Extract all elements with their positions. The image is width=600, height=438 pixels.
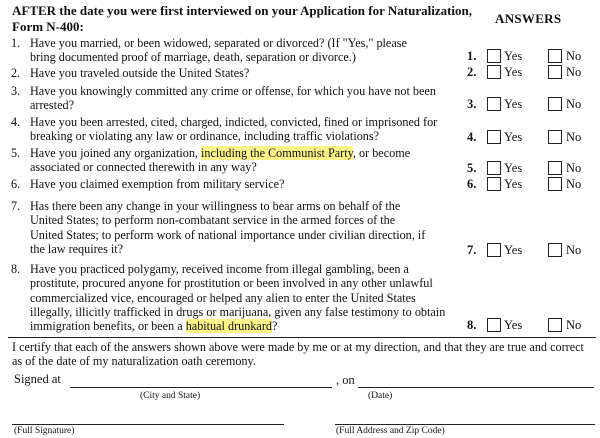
question-number: 2. bbox=[11, 66, 21, 80]
on-label: , on bbox=[336, 373, 355, 387]
no-label: No bbox=[566, 161, 582, 175]
question-number: 4. bbox=[11, 115, 21, 129]
question-number: 1. bbox=[11, 36, 21, 50]
no-checkbox[interactable] bbox=[548, 243, 562, 257]
yes-label: Yes bbox=[504, 161, 523, 175]
answer-row-3 bbox=[440, 96, 600, 112]
date-caption: (Date) bbox=[368, 391, 393, 401]
question-text-line: the law requires it? bbox=[30, 241, 124, 256]
question-text-line: Have you married, or been widowed, separated or divorced? (If "Yes," please bbox=[30, 36, 407, 50]
answer-row-1 bbox=[440, 48, 600, 64]
answer-number: 1. bbox=[467, 49, 477, 63]
yes-checkbox[interactable] bbox=[487, 161, 501, 175]
question-text-line: Have you knowingly committed any crime or offense, for which you have not been bbox=[30, 84, 436, 98]
yes-label: Yes bbox=[504, 177, 523, 191]
signature-input-line[interactable] bbox=[12, 424, 284, 425]
no-checkbox[interactable] bbox=[548, 49, 562, 63]
question-number: 6. bbox=[11, 177, 21, 191]
no-checkbox[interactable] bbox=[548, 161, 562, 175]
question-number: 5. bbox=[11, 146, 21, 160]
question-text-segment: , or become bbox=[352, 146, 411, 160]
yes-label: Yes bbox=[504, 243, 523, 257]
yes-checkbox[interactable] bbox=[487, 130, 501, 144]
answer-row-4 bbox=[440, 129, 600, 145]
highlighted-text: habitual drunkard bbox=[185, 319, 272, 334]
yes-checkbox[interactable] bbox=[487, 49, 501, 63]
question-text-line: bring documented proof of marriage, death, separation or divorce.) bbox=[30, 50, 356, 65]
question-text-line: illegally, illicitly trafficked in drugs or marijuana, given any false testimony to obtain bbox=[30, 304, 446, 319]
question-text-line: arrested? bbox=[30, 98, 74, 113]
question-text-line: prostitute, procured anyone for prostitution or been involved in any other unlawful bbox=[30, 276, 433, 291]
yes-label: Yes bbox=[504, 49, 523, 63]
answer-number: 3. bbox=[467, 97, 477, 111]
yes-checkbox[interactable] bbox=[487, 97, 501, 111]
question-text-line: Have you been arrested, cited, charged, indicted, convicted, fined or imprisoned for bbox=[30, 115, 438, 129]
answer-number: 5. bbox=[467, 161, 477, 175]
date-input-line[interactable] bbox=[358, 387, 594, 388]
signed-at-label: Signed at bbox=[14, 372, 61, 386]
city-state-caption: (City and State) bbox=[140, 391, 201, 401]
title-line-2: Form N-400: bbox=[12, 19, 84, 34]
question-number: 3. bbox=[11, 84, 21, 98]
question-text-line: commercialized vice, encouraged or helped any alien to enter the United States bbox=[30, 290, 416, 305]
answer-row-6 bbox=[440, 176, 600, 192]
no-checkbox[interactable] bbox=[548, 318, 562, 332]
title-line-1: AFTER the date you were first interviewed on your Application for Naturalization, bbox=[12, 3, 473, 18]
answer-row-5 bbox=[440, 160, 600, 176]
answer-number: 4. bbox=[467, 130, 477, 144]
no-label: No bbox=[566, 243, 582, 257]
question-text-line: United States; to perform work of national importance under civilian direction, if bbox=[30, 227, 426, 242]
section-divider bbox=[8, 337, 596, 338]
question-text-line: Have you practiced polygamy, received income from illegal gambling, been a bbox=[30, 262, 409, 276]
full-signature-caption: (Full Signature) bbox=[14, 426, 75, 436]
yes-checkbox[interactable] bbox=[487, 65, 501, 79]
answers-column-header: ANSWERS bbox=[495, 11, 562, 26]
no-checkbox[interactable] bbox=[548, 177, 562, 191]
question-number: 7. bbox=[11, 199, 21, 213]
yes-label: Yes bbox=[504, 97, 523, 111]
no-label: No bbox=[566, 65, 582, 79]
yes-checkbox[interactable] bbox=[487, 177, 501, 191]
certification-text: I certify that each of the answers shown above were made by me or at my direction, and that they are true and correct as of the date of my naturalization oath ceremony. bbox=[12, 340, 584, 368]
answer-row-7 bbox=[440, 242, 600, 258]
yes-label: Yes bbox=[504, 318, 523, 332]
no-checkbox[interactable] bbox=[548, 97, 562, 111]
answer-number: 6. bbox=[467, 177, 477, 191]
answer-row-8 bbox=[440, 317, 600, 333]
no-label: No bbox=[566, 177, 582, 191]
answer-number: 2. bbox=[467, 65, 477, 79]
full-address-caption: (Full Address and Zip Code) bbox=[336, 426, 445, 436]
question-text-segment: Have you joined any organization, bbox=[30, 146, 202, 160]
question-text-segment: ? bbox=[272, 319, 278, 334]
question-text-line: Have you claimed exemption from military service? bbox=[30, 177, 285, 191]
no-label: No bbox=[566, 49, 582, 63]
no-label: No bbox=[566, 318, 582, 332]
answer-row-2 bbox=[440, 64, 600, 80]
yes-label: Yes bbox=[504, 65, 523, 79]
yes-label: Yes bbox=[504, 130, 523, 144]
no-label: No bbox=[566, 97, 582, 111]
question-text-segment: immigration benefits, or been a bbox=[30, 319, 186, 334]
question-text-line: United States; to perform non-combatant service in the armed forces of the bbox=[30, 213, 396, 228]
address-input-line[interactable] bbox=[335, 424, 595, 425]
no-label: No bbox=[566, 130, 582, 144]
highlighted-text: including the Communist Party bbox=[201, 146, 353, 160]
no-checkbox[interactable] bbox=[548, 130, 562, 144]
form-section-title bbox=[12, 3, 472, 35]
yes-checkbox[interactable] bbox=[487, 318, 501, 332]
question-text-line: associated or connected therewith in any way? bbox=[30, 160, 257, 175]
answer-number: 7. bbox=[467, 243, 477, 257]
question-text-line: Has there been any change in your willingness to bear arms on behalf of the bbox=[30, 199, 401, 213]
question-number: 8. bbox=[11, 262, 21, 276]
city-state-input-line[interactable] bbox=[70, 387, 332, 388]
answer-number: 8. bbox=[467, 318, 477, 332]
yes-checkbox[interactable] bbox=[487, 243, 501, 257]
no-checkbox[interactable] bbox=[548, 65, 562, 79]
question-text-line: breaking or violating any law or ordinance, including traffic violations? bbox=[30, 129, 380, 144]
question-text-line: Have you traveled outside the United States? bbox=[30, 66, 250, 80]
